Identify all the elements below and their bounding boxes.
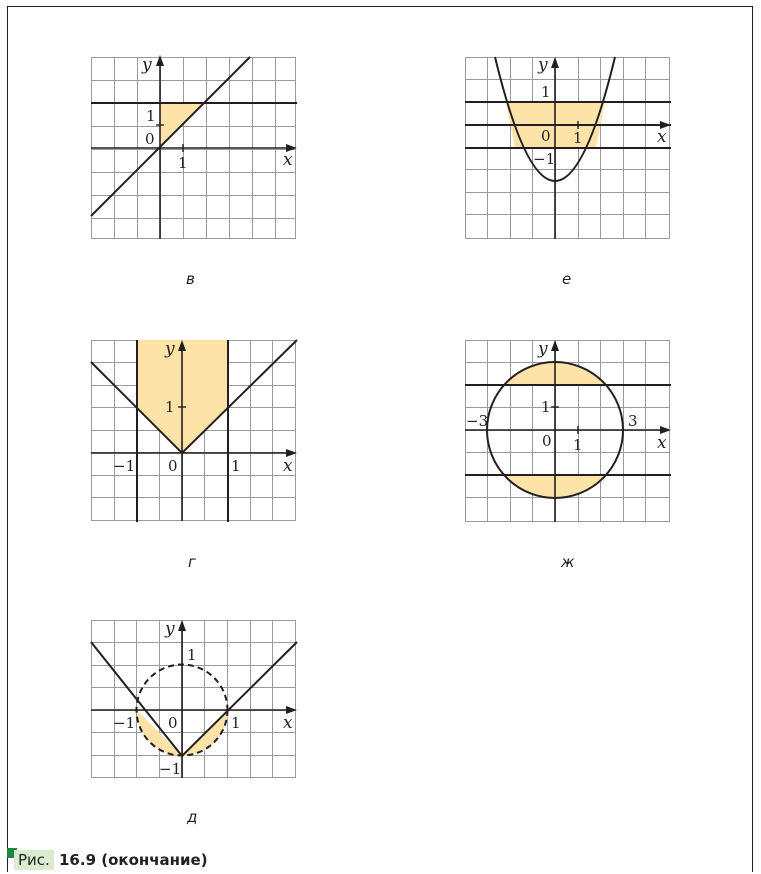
y-axis-label: y xyxy=(165,339,175,359)
y-axis-arrow-icon xyxy=(551,57,559,68)
panel-zh xyxy=(465,340,671,524)
x-axis-label: x xyxy=(657,433,667,453)
panel-g xyxy=(91,340,297,522)
caption-prefix: Рис. xyxy=(14,850,54,870)
panel-e xyxy=(465,57,671,241)
origin-label: 0 xyxy=(541,127,551,145)
caption-text: 16.9 (окончание) xyxy=(59,851,208,869)
origin-label: 0 xyxy=(168,714,178,732)
panel-v xyxy=(91,57,297,241)
tick-y-1: 1 xyxy=(187,646,197,664)
tick-y-minus-1: −1 xyxy=(159,760,182,778)
tick-x-minus-1: −1 xyxy=(113,714,136,732)
tick-x-1: 1 xyxy=(231,457,241,475)
tick-y-1: 1 xyxy=(541,398,551,416)
graph-e xyxy=(465,57,671,241)
x-axis-label: x xyxy=(283,713,293,733)
y-axis-label: y xyxy=(538,339,548,359)
panel-label-zh: ж xyxy=(561,553,575,571)
y-axis-label: y xyxy=(165,619,175,639)
y-axis-arrow-icon xyxy=(178,620,186,631)
origin-label: 0 xyxy=(145,130,155,148)
tick-x-1: 1 xyxy=(573,129,583,147)
y-axis-label: y xyxy=(142,55,152,75)
x-axis-label: x xyxy=(283,150,293,170)
tick-x-1: 1 xyxy=(573,436,583,454)
tick-x-minus-3: −3 xyxy=(466,412,489,430)
graph-d xyxy=(91,620,297,778)
panel-label-d: д xyxy=(187,808,198,826)
tick-y-1: 1 xyxy=(165,398,175,416)
axes xyxy=(465,61,667,239)
tick-x-minus-1: −1 xyxy=(113,457,136,475)
graph-zh xyxy=(465,340,671,524)
y-axis-arrow-icon xyxy=(156,55,164,66)
x-axis-label: x xyxy=(657,127,667,147)
x-axis-label: x xyxy=(283,456,293,476)
graph-g xyxy=(91,340,297,522)
tick-y-1: 1 xyxy=(541,83,551,101)
tick-y-minus-1: −1 xyxy=(533,150,556,168)
origin-label: 0 xyxy=(168,457,178,475)
y-axis-label: y xyxy=(538,55,548,75)
panel-label-g: г xyxy=(188,553,196,571)
tick-x-1: 1 xyxy=(178,154,188,172)
panel-label-v: в xyxy=(186,270,195,288)
panel-label-e: е xyxy=(562,270,572,288)
tick-y-1: 1 xyxy=(146,107,156,125)
origin-label: 0 xyxy=(542,432,552,450)
tick-x-3: 3 xyxy=(628,412,638,430)
graph-v xyxy=(91,57,297,241)
panel-d xyxy=(91,620,297,778)
tick-x-1: 1 xyxy=(231,714,241,732)
y-axis-arrow-icon xyxy=(551,340,559,351)
